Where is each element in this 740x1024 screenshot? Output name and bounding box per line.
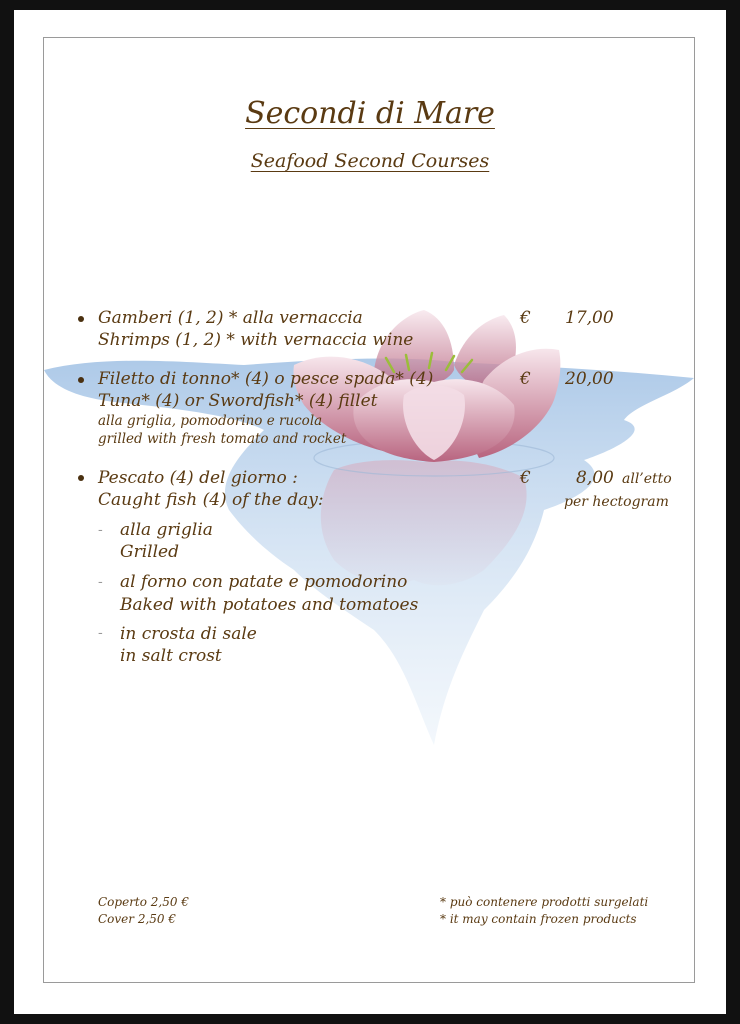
item-price: 20,00: [565, 369, 614, 389]
option-en: Baked with potatoes and tomatoes: [120, 595, 419, 615]
currency-symbol: €: [520, 369, 531, 389]
option-it: alla griglia: [120, 520, 213, 540]
currency-symbol: €: [520, 308, 531, 328]
option-it: al forno con patate e pomodorino: [120, 572, 408, 592]
bullet: [78, 475, 84, 481]
item-name-en: Tuna* (4) or Swordfish* (4) fillet: [98, 391, 378, 411]
item-name-it: Filetto di tonno* (4) o pesce spada* (4): [98, 369, 434, 389]
dash: -: [98, 625, 103, 641]
item-desc-it: alla griglia, pomodorino e rucola: [98, 413, 323, 429]
menu-title: Secondi di Mare: [245, 96, 495, 131]
dash: -: [98, 522, 103, 538]
dash: -: [98, 574, 103, 590]
item-name-en: Caught fish (4) of the day:: [98, 490, 324, 510]
frozen-note-en: * it may contain frozen products: [440, 912, 637, 926]
item-desc-en: grilled with fresh tomato and rocket: [98, 431, 347, 447]
menu-page: [14, 10, 726, 1014]
item-name-it: Pescato (4) del giorno :: [98, 468, 298, 488]
cover-charge-it: Coperto 2,50 €: [98, 895, 189, 909]
item-name-it: Gamberi (1, 2) * alla vernaccia: [98, 308, 363, 328]
option-en: Grilled: [120, 542, 179, 562]
item-name-en: Shrimps (1, 2) * with vernaccia wine: [98, 330, 414, 350]
item-price: 17,00: [565, 308, 614, 328]
menu-subtitle: Seafood Second Courses: [250, 150, 490, 172]
frozen-note-it: * può contenere prodotti surgelati: [440, 895, 649, 909]
price-unit-it: all’etto: [622, 471, 672, 487]
currency-symbol: €: [520, 468, 531, 488]
option-it: in crosta di sale: [120, 624, 257, 644]
cover-charge-en: Cover 2,50 €: [98, 912, 177, 926]
item-price: 8,00: [576, 468, 614, 488]
option-en: in salt crost: [120, 646, 222, 666]
bullet: [78, 316, 84, 322]
bullet: [78, 377, 84, 383]
price-unit-en: per hectogram: [564, 494, 669, 510]
